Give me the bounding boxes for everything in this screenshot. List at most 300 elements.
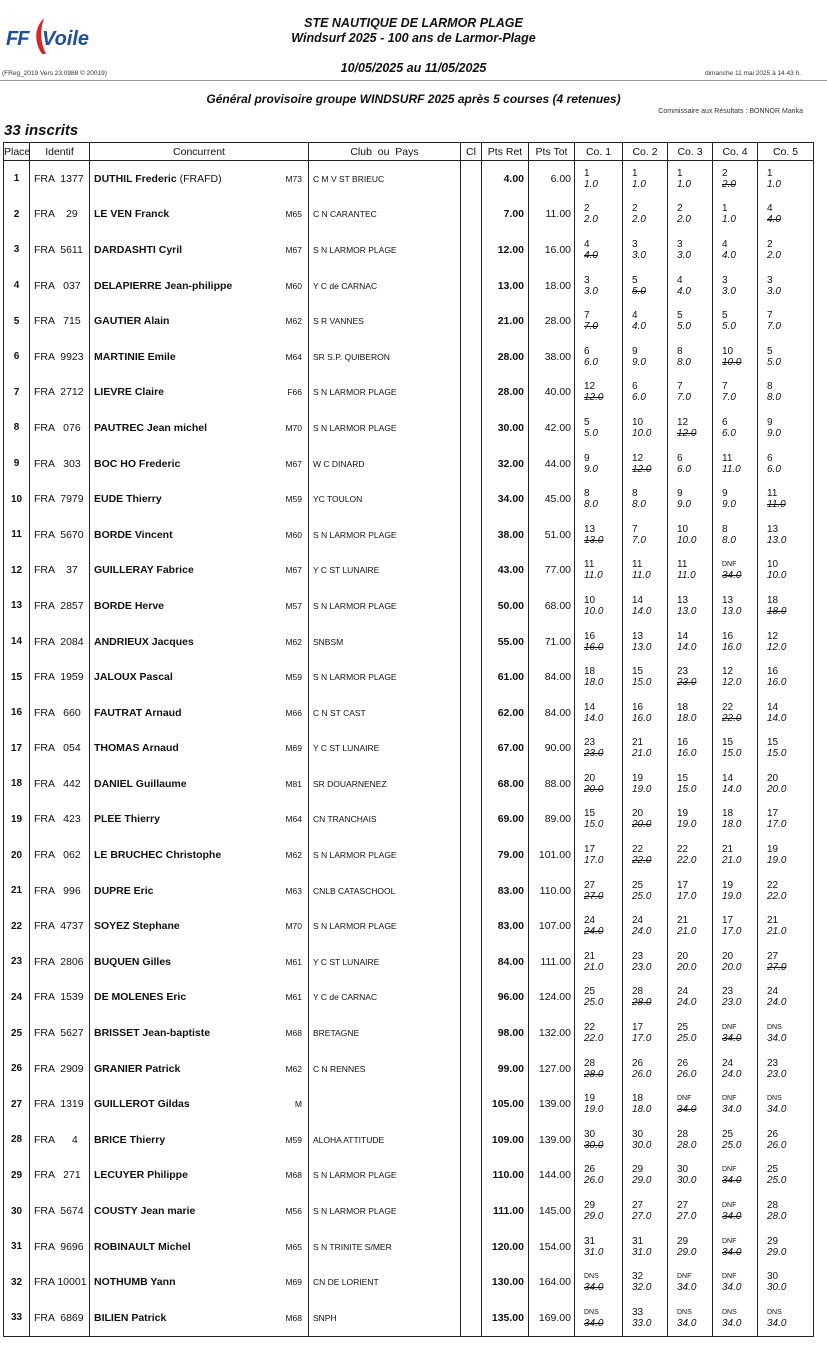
competitor-name: GRANIER Patrick [94, 1062, 181, 1075]
club-cell [309, 1086, 461, 1122]
place-cell: 8 [4, 410, 30, 446]
race-points: 15.0 [584, 819, 604, 831]
competitor-name: FAUTRAT Arnaud [94, 706, 182, 719]
race-points-discarded: 22.0 [632, 855, 652, 867]
race-5-cell [758, 1086, 814, 1122]
race-rank: 11 [767, 488, 778, 500]
race-rank: 9 [677, 488, 683, 500]
race-3-cell [668, 731, 713, 767]
race-rank: 20 [722, 950, 734, 962]
competitor-cell [90, 303, 309, 339]
race-rank: 23 [677, 666, 689, 678]
race-1-cell [575, 1051, 623, 1087]
table-row [4, 659, 814, 695]
race-points: 26.0 [632, 1068, 652, 1080]
race-rank: 4 [767, 203, 773, 215]
race-points: 13.0 [722, 605, 742, 617]
table-row [4, 1015, 814, 1051]
race-1-cell [575, 980, 623, 1016]
sail-number-cell: FRA 4 [30, 1122, 90, 1158]
place-cell: 15 [4, 659, 30, 695]
table-row [4, 980, 814, 1016]
race-points: 14.0 [584, 712, 604, 724]
pts-ret-cell: 69.00 [482, 802, 529, 838]
race-rank: 25 [584, 986, 596, 998]
race-points: 24.0 [677, 997, 697, 1009]
race-5-cell [758, 1122, 814, 1158]
race-points: 13.0 [632, 641, 652, 653]
race-rank: 6 [677, 452, 683, 464]
race-rank: 27 [677, 1200, 689, 1212]
competitor-cell [90, 695, 309, 731]
race-points-discarded: 7.0 [584, 321, 598, 333]
race-3-cell [668, 1229, 713, 1265]
race-rank: 25 [767, 1164, 779, 1176]
race-points: 24.0 [632, 926, 652, 938]
competitor-cell [90, 446, 309, 482]
race-rank: 6 [767, 452, 773, 464]
pts-ret-cell: 13.00 [482, 268, 529, 304]
category: M56 [285, 1206, 302, 1217]
race-1-cell [575, 624, 623, 660]
pts-tot-cell: 88.00 [529, 766, 575, 802]
competitor-name: ROBINAULT Michel [94, 1240, 191, 1253]
race-rank: DNS [767, 1308, 782, 1316]
competitor-name: LE VEN Franck [94, 208, 170, 221]
race-rank: DNF [722, 1024, 737, 1032]
race-rank: DNF [722, 1273, 737, 1281]
category: M59 [285, 672, 302, 683]
race-1-cell [575, 481, 623, 517]
pts-tot-cell: 18.00 [529, 268, 575, 304]
race-points: 10.0 [584, 605, 604, 617]
race-4-cell [713, 873, 758, 909]
table-row [4, 553, 814, 589]
pts-tot-cell: 45.00 [529, 481, 575, 517]
race-points: 16.0 [632, 712, 652, 724]
pts-ret-cell: 38.00 [482, 517, 529, 553]
club-cell: CN TRANCHAIS [309, 802, 461, 838]
pts-ret-cell: 61.00 [482, 659, 529, 695]
race-2-cell [623, 731, 668, 767]
race-rank: 26 [632, 1057, 644, 1069]
competitor-cell [90, 766, 309, 802]
pts-ret-cell: 109.00 [482, 1122, 529, 1158]
race-points: 5.0 [722, 321, 736, 333]
header-divider [0, 80, 827, 81]
pts-tot-cell: 111.00 [529, 944, 575, 980]
competitor-name: BUQUEN Gilles [94, 955, 172, 968]
race-points-discarded: 20.0 [584, 783, 604, 795]
sail-number-cell: FRA 2712 [30, 375, 90, 411]
race-rank: 12 [584, 381, 596, 393]
race-rank: 21 [767, 915, 779, 927]
race-rank: 20 [584, 772, 596, 784]
race-points: 8.0 [722, 534, 736, 546]
category: M60 [285, 280, 302, 291]
race-points: 24.0 [767, 997, 787, 1009]
place-cell: 20 [4, 837, 30, 873]
table-row [4, 303, 814, 339]
competitor-name: PAUTREC Jean michel [94, 421, 208, 434]
sail-number-cell: FRA 5627 [30, 1015, 90, 1051]
race-points: 30.0 [677, 1175, 697, 1187]
race-points-discarded: 23.0 [584, 748, 604, 760]
cl-cell [461, 873, 482, 909]
category: M65 [285, 1241, 302, 1252]
race-rank: 12 [632, 452, 644, 464]
race-1-cell [575, 588, 623, 624]
sail-number-cell: FRA 5670 [30, 517, 90, 553]
competitor-cell [90, 481, 309, 517]
table-row [4, 375, 814, 411]
race-points: 17.0 [584, 855, 604, 867]
pts-tot-cell: 84.00 [529, 695, 575, 731]
pts-ret-cell: 105.00 [482, 1086, 529, 1122]
place-cell: 14 [4, 624, 30, 660]
pts-tot-cell: 51.00 [529, 517, 575, 553]
cl-cell [461, 980, 482, 1016]
pts-ret-cell: 83.00 [482, 873, 529, 909]
race-points: 15.0 [677, 783, 697, 795]
sail-number-cell: FRA 715 [30, 303, 90, 339]
race-points: 7.0 [767, 321, 781, 333]
sail-number-cell: FRA 5674 [30, 1193, 90, 1229]
table-row [4, 1122, 814, 1158]
sail-number-cell: FRA 2806 [30, 944, 90, 980]
category: M65 [285, 209, 302, 220]
race-rank: 8 [722, 523, 728, 535]
category: M61 [285, 992, 302, 1003]
table-row [4, 837, 814, 873]
race-rank: 1 [767, 167, 773, 179]
category: M69 [285, 743, 302, 754]
club-cell: S N LARMOR PLAGE [309, 837, 461, 873]
race-points: 30.0 [767, 1282, 787, 1294]
place-cell: 2 [4, 197, 30, 233]
race-points: 25.0 [722, 1139, 742, 1151]
pts-tot-cell: 139.00 [529, 1122, 575, 1158]
race-5-cell [758, 873, 814, 909]
competitor-name: ANDRIEUX Jacques [94, 635, 194, 648]
race-rank: 28 [584, 1057, 596, 1069]
club-cell: S N TRINITE S/MER [309, 1229, 461, 1265]
race-rank: 13 [722, 594, 734, 606]
race-rank: 13 [584, 523, 596, 535]
pts-ret-cell: 99.00 [482, 1051, 529, 1087]
cl-cell [461, 410, 482, 446]
race-points: 9.0 [632, 356, 646, 368]
race-4-cell [713, 588, 758, 624]
table-row [4, 1264, 814, 1300]
race-points: 18.0 [632, 1104, 652, 1116]
pts-tot-cell: 77.00 [529, 553, 575, 589]
competitor-cell [90, 1158, 309, 1194]
race-1-cell [575, 303, 623, 339]
race-5-cell [758, 659, 814, 695]
race-rank: DNS [767, 1024, 782, 1032]
cl-cell [461, 802, 482, 838]
race-4-cell [713, 161, 758, 197]
commissaire: Commissaire aux Résultats : BONNOR Marika [658, 108, 803, 115]
race-2-cell [623, 1300, 668, 1336]
competitor-cell [90, 268, 309, 304]
inscrits-count: 33 inscrits [4, 122, 79, 139]
race-3-cell [668, 1193, 713, 1229]
race-3-cell [668, 766, 713, 802]
race-rank: 2 [767, 238, 773, 250]
table-row [4, 197, 814, 233]
race-3-cell [668, 588, 713, 624]
race-1-cell [575, 375, 623, 411]
race-points-discarded: 28.0 [632, 997, 652, 1009]
club-cell: C N RENNES [309, 1051, 461, 1087]
col-concurrent: Concurrent [90, 143, 309, 161]
competitor-cell [90, 908, 309, 944]
cl-cell [461, 1193, 482, 1229]
race-5-cell [758, 980, 814, 1016]
cl-cell [461, 268, 482, 304]
race-points: 1.0 [677, 178, 691, 190]
race-4-cell [713, 1264, 758, 1300]
race-rank: 28 [632, 986, 644, 998]
race-rank: 2 [677, 203, 683, 215]
cl-cell [461, 766, 482, 802]
competitor-name: DUTHIL Frederic [94, 172, 177, 185]
race-points: 26.0 [767, 1139, 787, 1151]
race-1-cell [575, 1264, 623, 1300]
race-5-cell [758, 553, 814, 589]
place-cell: 19 [4, 802, 30, 838]
race-rank: 30 [632, 1128, 644, 1140]
race-1-cell [575, 1300, 623, 1336]
race-1-cell [575, 268, 623, 304]
race-rank: 22 [677, 844, 689, 856]
race-3-cell [668, 695, 713, 731]
race-4-cell [713, 1193, 758, 1229]
competitor-name: LE BRUCHEC Christophe [94, 849, 222, 862]
race-rank: 17 [767, 808, 779, 820]
race-points: 6.0 [677, 463, 691, 475]
race-rank: 7 [767, 310, 773, 322]
club-cell: SR S.P. QUIBERON [309, 339, 461, 375]
table-row [4, 481, 814, 517]
cl-cell [461, 1086, 482, 1122]
race-3-cell [668, 980, 713, 1016]
race-rank: 30 [767, 1271, 779, 1283]
race-3-cell [668, 197, 713, 233]
col-race-1: Co. 1 [575, 143, 623, 161]
race-points: 21.0 [632, 748, 652, 760]
race-points: 16.0 [767, 677, 787, 689]
race-points: 27.0 [677, 1211, 697, 1223]
race-5-cell [758, 837, 814, 873]
pts-tot-cell: 44.00 [529, 446, 575, 482]
category: M66 [285, 707, 302, 718]
race-4-cell [713, 659, 758, 695]
col-identif: Identif [30, 143, 90, 161]
race-2-cell [623, 1264, 668, 1300]
race-rank: DNS [677, 1308, 692, 1316]
race-rank: DNF [722, 561, 737, 569]
race-rank: 18 [767, 594, 779, 606]
race-4-cell [713, 1015, 758, 1051]
pts-ret-cell: 28.00 [482, 375, 529, 411]
race-rank: 7 [722, 381, 728, 393]
race-5-cell [758, 1229, 814, 1265]
race-1-cell [575, 161, 623, 197]
category: M68 [285, 1312, 302, 1323]
place-cell: 18 [4, 766, 30, 802]
race-points: 18.0 [584, 677, 604, 689]
place-cell: 31 [4, 1229, 30, 1265]
place-cell: 16 [4, 695, 30, 731]
club-cell: BRETAGNE [309, 1015, 461, 1051]
race-2-cell [623, 766, 668, 802]
race-points: 11.0 [632, 570, 651, 582]
race-3-cell [668, 1264, 713, 1300]
place-cell: 3 [4, 232, 30, 268]
table-row [4, 944, 814, 980]
race-rank: DNF [677, 1095, 692, 1103]
race-2-cell [623, 908, 668, 944]
race-points: 19.0 [722, 890, 742, 902]
race-rank: DNF [722, 1166, 737, 1174]
race-rank: 16 [722, 630, 734, 642]
race-points: 14.0 [722, 783, 742, 795]
club-cell: CNLB CATASCHOOL [309, 873, 461, 909]
race-rank: 20 [767, 772, 779, 784]
race-points: 25.0 [584, 997, 604, 1009]
race-rank: 18 [632, 1093, 644, 1105]
race-rank: DNF [722, 1095, 737, 1103]
race-rank: 19 [632, 772, 644, 784]
race-1-cell [575, 1158, 623, 1194]
cl-cell [461, 1229, 482, 1265]
place-cell: 26 [4, 1051, 30, 1087]
race-points: 29.0 [584, 1211, 604, 1223]
race-points: 11.0 [722, 463, 741, 475]
race-5-cell [758, 268, 814, 304]
category: M70 [285, 422, 302, 433]
race-rank: 12 [677, 416, 689, 428]
pts-tot-cell: 139.00 [529, 1086, 575, 1122]
race-points: 34.0 [722, 1104, 742, 1116]
race-points: 7.0 [632, 534, 646, 546]
race-rank: 4 [584, 238, 590, 250]
race-rank: 1 [677, 167, 683, 179]
club-cell: ALOHA ATTITUDE [309, 1122, 461, 1158]
race-4-cell [713, 517, 758, 553]
race-rank: 22 [767, 879, 779, 891]
race-3-cell [668, 161, 713, 197]
pts-ret-cell: 130.00 [482, 1264, 529, 1300]
race-points: 28.0 [677, 1139, 697, 1151]
pts-tot-cell: 127.00 [529, 1051, 575, 1087]
pts-ret-cell: 135.00 [482, 1300, 529, 1336]
race-rank: 25 [677, 1022, 689, 1034]
sail-number-cell: FRA 9696 [30, 1229, 90, 1265]
race-points: 17.0 [767, 819, 787, 831]
pts-tot-cell: 16.00 [529, 232, 575, 268]
race-rank: 14 [767, 701, 779, 713]
race-3-cell [668, 1300, 713, 1336]
category: M60 [285, 529, 302, 540]
race-rank: 4 [632, 310, 638, 322]
race-2-cell [623, 339, 668, 375]
race-rank: 17 [632, 1022, 644, 1034]
competitor-name: GUILLEROT Gildas [94, 1098, 190, 1111]
pts-tot-cell: 68.00 [529, 588, 575, 624]
race-rank: 28 [677, 1128, 689, 1140]
race-points: 6.0 [584, 356, 598, 368]
competitor-name: BRISSET Jean-baptiste [94, 1027, 211, 1040]
race-1-cell [575, 766, 623, 802]
sail-number-cell: FRA 6869 [30, 1300, 90, 1336]
pts-ret-cell: 68.00 [482, 766, 529, 802]
race-1-cell [575, 837, 623, 873]
table-row [4, 517, 814, 553]
race-3-cell [668, 1158, 713, 1194]
race-4-cell [713, 1300, 758, 1336]
race-2-cell [623, 268, 668, 304]
race-rank: 25 [632, 879, 644, 891]
race-rank: 2 [584, 203, 590, 215]
club-cell: S N LARMOR PLAGE [309, 375, 461, 411]
competitor-cell [90, 375, 309, 411]
race-points: 10.0 [677, 534, 697, 546]
race-rank: 27 [767, 950, 779, 962]
competitor-cell [90, 1122, 309, 1158]
race-points: 25.0 [632, 890, 652, 902]
pts-tot-cell: 101.00 [529, 837, 575, 873]
cl-cell [461, 161, 482, 197]
race-rank: 21 [584, 950, 596, 962]
category: M59 [285, 494, 302, 505]
club-cell: SR DOUARNENEZ [309, 766, 461, 802]
race-5-cell [758, 375, 814, 411]
table-row [4, 161, 814, 197]
race-points: 3.0 [722, 285, 736, 297]
col-cl: Cl [461, 143, 482, 161]
cl-cell [461, 481, 482, 517]
race-points: 33.0 [632, 1317, 652, 1329]
table-row [4, 446, 814, 482]
category: M57 [285, 600, 302, 611]
competitor-name: DARDASHTI Cyril [94, 243, 183, 256]
race-points: 4.0 [677, 285, 691, 297]
competitor-cell [90, 1086, 309, 1122]
place-cell: 22 [4, 908, 30, 944]
race-2-cell [623, 161, 668, 197]
race-points: 3.0 [584, 285, 598, 297]
race-2-cell [623, 944, 668, 980]
category: M67 [285, 244, 302, 255]
sail-number-cell: FRA 2857 [30, 588, 90, 624]
race-4-cell [713, 908, 758, 944]
pts-tot-cell: 145.00 [529, 1193, 575, 1229]
race-points: 20.0 [767, 783, 787, 795]
cl-cell [461, 1122, 482, 1158]
race-rank: 19 [677, 808, 689, 820]
race-3-cell [668, 837, 713, 873]
race-points: 34.0 [677, 1282, 697, 1294]
race-points: 13.0 [767, 534, 787, 546]
race-1-cell [575, 1193, 623, 1229]
competitor-code: (FRAFD) [176, 172, 222, 185]
race-rank: 17 [677, 879, 689, 891]
race-points: 23.0 [722, 997, 742, 1009]
